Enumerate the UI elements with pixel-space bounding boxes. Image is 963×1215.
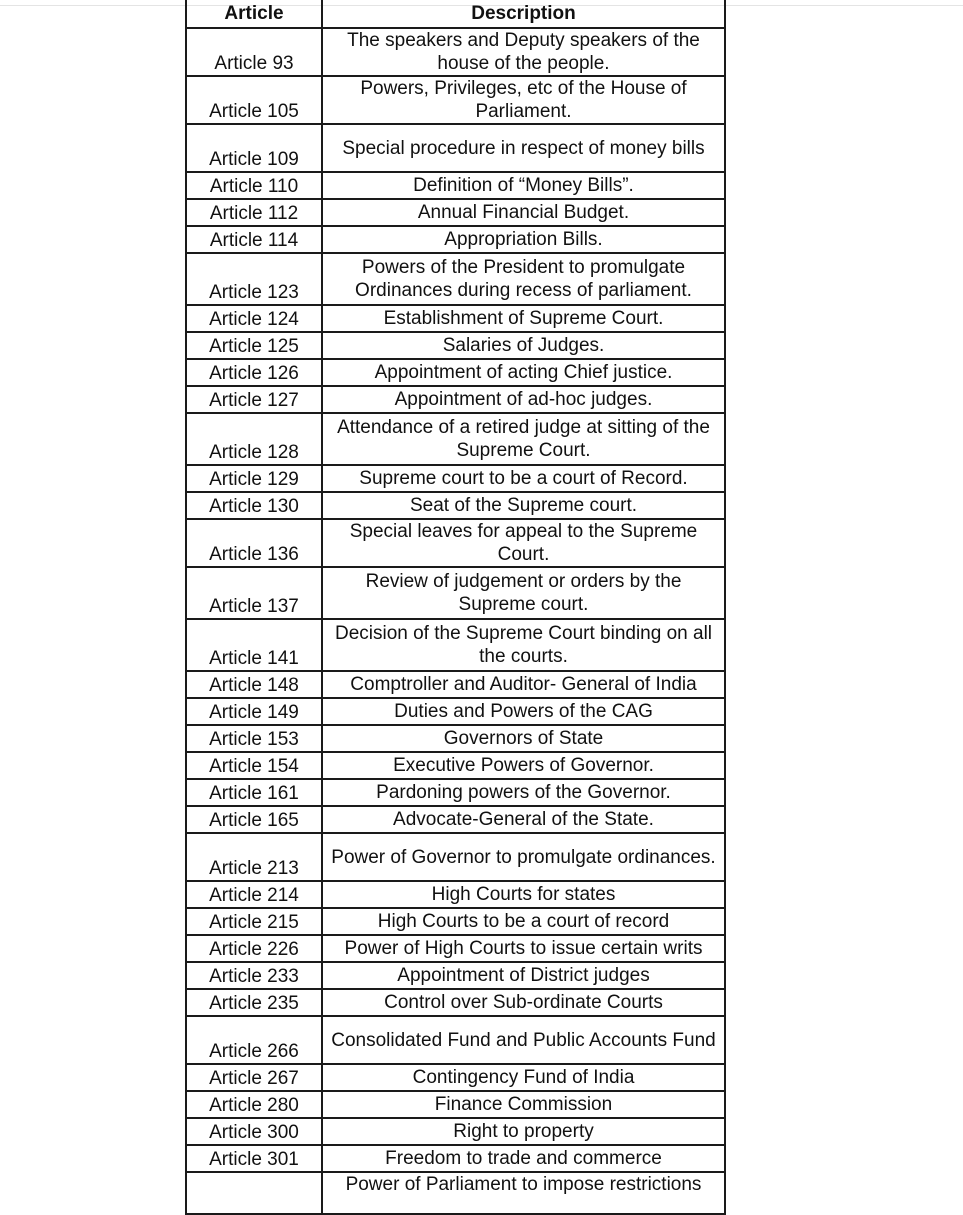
article-cell: Article 137 xyxy=(186,567,322,619)
description-cell: High Courts to be a court of record xyxy=(322,908,725,935)
table-row xyxy=(186,519,725,567)
article-cell: Article 300 xyxy=(186,1118,322,1145)
table-row xyxy=(186,413,725,465)
description-cell: Special procedure in respect of money bills xyxy=(322,124,725,172)
article-cell: Article 161 xyxy=(186,779,322,806)
article-cell: Article 136 xyxy=(186,519,322,567)
article-cell: Article 301 xyxy=(186,1145,322,1172)
description-cell: Power of High Courts to issue certain writs xyxy=(322,935,725,962)
table-row xyxy=(186,806,725,833)
table-row xyxy=(186,833,725,881)
description-cell: Establishment of Supreme Court. xyxy=(322,305,725,332)
articles-table xyxy=(185,0,726,1215)
article-cell: Article 215 xyxy=(186,908,322,935)
table-row xyxy=(186,199,725,226)
description-cell: High Courts for states xyxy=(322,881,725,908)
article-cell: Article 114 xyxy=(186,226,322,253)
article-cell: Article 128 xyxy=(186,413,322,465)
article-cell: Article 110 xyxy=(186,172,322,199)
table-row xyxy=(186,671,725,698)
table-row xyxy=(186,253,725,305)
table-row xyxy=(186,567,725,619)
table-row xyxy=(186,752,725,779)
article-cell: Article 165 xyxy=(186,806,322,833)
article-cell: Article 233 xyxy=(186,962,322,989)
table-row xyxy=(186,386,725,413)
table-row xyxy=(186,76,725,124)
article-cell: Article 141 xyxy=(186,619,322,671)
description-cell: The speakers and Deputy speakers of the house of the people. xyxy=(322,28,725,76)
description-cell: Decision of the Supreme Court binding on all the courts. xyxy=(322,619,725,671)
description-cell: Special leaves for appeal to the Supreme Court. xyxy=(322,519,725,567)
article-cell: Article 148 xyxy=(186,671,322,698)
article-cell: Article 105 xyxy=(186,76,322,124)
table-row xyxy=(186,935,725,962)
description-cell: Finance Commission xyxy=(322,1091,725,1118)
article-column-header: Article xyxy=(186,0,322,28)
table-row xyxy=(186,124,725,172)
description-cell: Annual Financial Budget. xyxy=(322,199,725,226)
table-row xyxy=(186,305,725,332)
description-cell: Power of Parliament to impose restrictions xyxy=(322,1172,725,1214)
article-cell: Article 154 xyxy=(186,752,322,779)
description-cell: Review of judgement or orders by the Supreme court. xyxy=(322,567,725,619)
description-cell: Freedom to trade and commerce xyxy=(322,1145,725,1172)
article-cell: Article 109 xyxy=(186,124,322,172)
article-cell: Article 153 xyxy=(186,725,322,752)
article-cell: Article 226 xyxy=(186,935,322,962)
table-header-row xyxy=(186,0,725,28)
description-cell: Appointment of ad-hoc judges. xyxy=(322,386,725,413)
description-cell: Seat of the Supreme court. xyxy=(322,492,725,519)
description-cell: Advocate-General of the State. xyxy=(322,806,725,833)
article-cell: Article 126 xyxy=(186,359,322,386)
article-cell: Article 124 xyxy=(186,305,322,332)
description-cell: Control over Sub-ordinate Courts xyxy=(322,989,725,1016)
description-cell: Definition of “Money Bills”. xyxy=(322,172,725,199)
description-cell: Power of Governor to promulgate ordinances. xyxy=(322,833,725,881)
description-cell: Appointment of District judges xyxy=(322,962,725,989)
description-cell: Appropriation Bills. xyxy=(322,226,725,253)
description-cell: Governors of State xyxy=(322,725,725,752)
article-cell: Article 235 xyxy=(186,989,322,1016)
article-cell: Article 93 xyxy=(186,28,322,76)
article-cell: Article 280 xyxy=(186,1091,322,1118)
table-row xyxy=(186,962,725,989)
description-cell: Appointment of acting Chief justice. xyxy=(322,359,725,386)
article-cell: Article 123 xyxy=(186,253,322,305)
description-cell: Contingency Fund of India xyxy=(322,1064,725,1091)
table-row-partial xyxy=(186,1172,725,1214)
description-cell: Salaries of Judges. xyxy=(322,332,725,359)
table-row xyxy=(186,1091,725,1118)
description-cell: Powers of the President to promulgate Ordinances during recess of parliament. xyxy=(322,253,725,305)
article-cell: Article 213 xyxy=(186,833,322,881)
table-row xyxy=(186,725,725,752)
table-row xyxy=(186,989,725,1016)
article-cell: Article 129 xyxy=(186,465,322,492)
article-cell: Article 149 xyxy=(186,698,322,725)
article-cell xyxy=(186,1172,322,1214)
article-cell: Article 127 xyxy=(186,386,322,413)
table-row xyxy=(186,619,725,671)
description-cell: Duties and Powers of the CAG xyxy=(322,698,725,725)
article-cell: Article 214 xyxy=(186,881,322,908)
table-row xyxy=(186,332,725,359)
description-cell: Supreme court to be a court of Record. xyxy=(322,465,725,492)
description-cell: Attendance of a retired judge at sitting of the Supreme Court. xyxy=(322,413,725,465)
table-row xyxy=(186,779,725,806)
table-row xyxy=(186,492,725,519)
table-row xyxy=(186,226,725,253)
article-cell: Article 125 xyxy=(186,332,322,359)
description-cell: Pardoning powers of the Governor. xyxy=(322,779,725,806)
table-row xyxy=(186,359,725,386)
description-cell: Powers, Privileges, etc of the House of Parliament. xyxy=(322,76,725,124)
table-row xyxy=(186,1016,725,1064)
article-cell: Article 112 xyxy=(186,199,322,226)
article-cell: Article 266 xyxy=(186,1016,322,1064)
article-cell: Article 267 xyxy=(186,1064,322,1091)
table-row xyxy=(186,1064,725,1091)
description-cell: Right to property xyxy=(322,1118,725,1145)
table-row xyxy=(186,465,725,492)
table-row xyxy=(186,908,725,935)
table-row xyxy=(186,1118,725,1145)
table-row xyxy=(186,698,725,725)
description-cell: Executive Powers of Governor. xyxy=(322,752,725,779)
table-row xyxy=(186,172,725,199)
table-row xyxy=(186,28,725,76)
description-cell: Consolidated Fund and Public Accounts Fund xyxy=(322,1016,725,1064)
table-row xyxy=(186,1145,725,1172)
table-row xyxy=(186,881,725,908)
article-cell: Article 130 xyxy=(186,492,322,519)
description-cell: Comptroller and Auditor- General of India xyxy=(322,671,725,698)
description-column-header: Description xyxy=(322,0,725,28)
articles-table-container xyxy=(185,0,724,1215)
